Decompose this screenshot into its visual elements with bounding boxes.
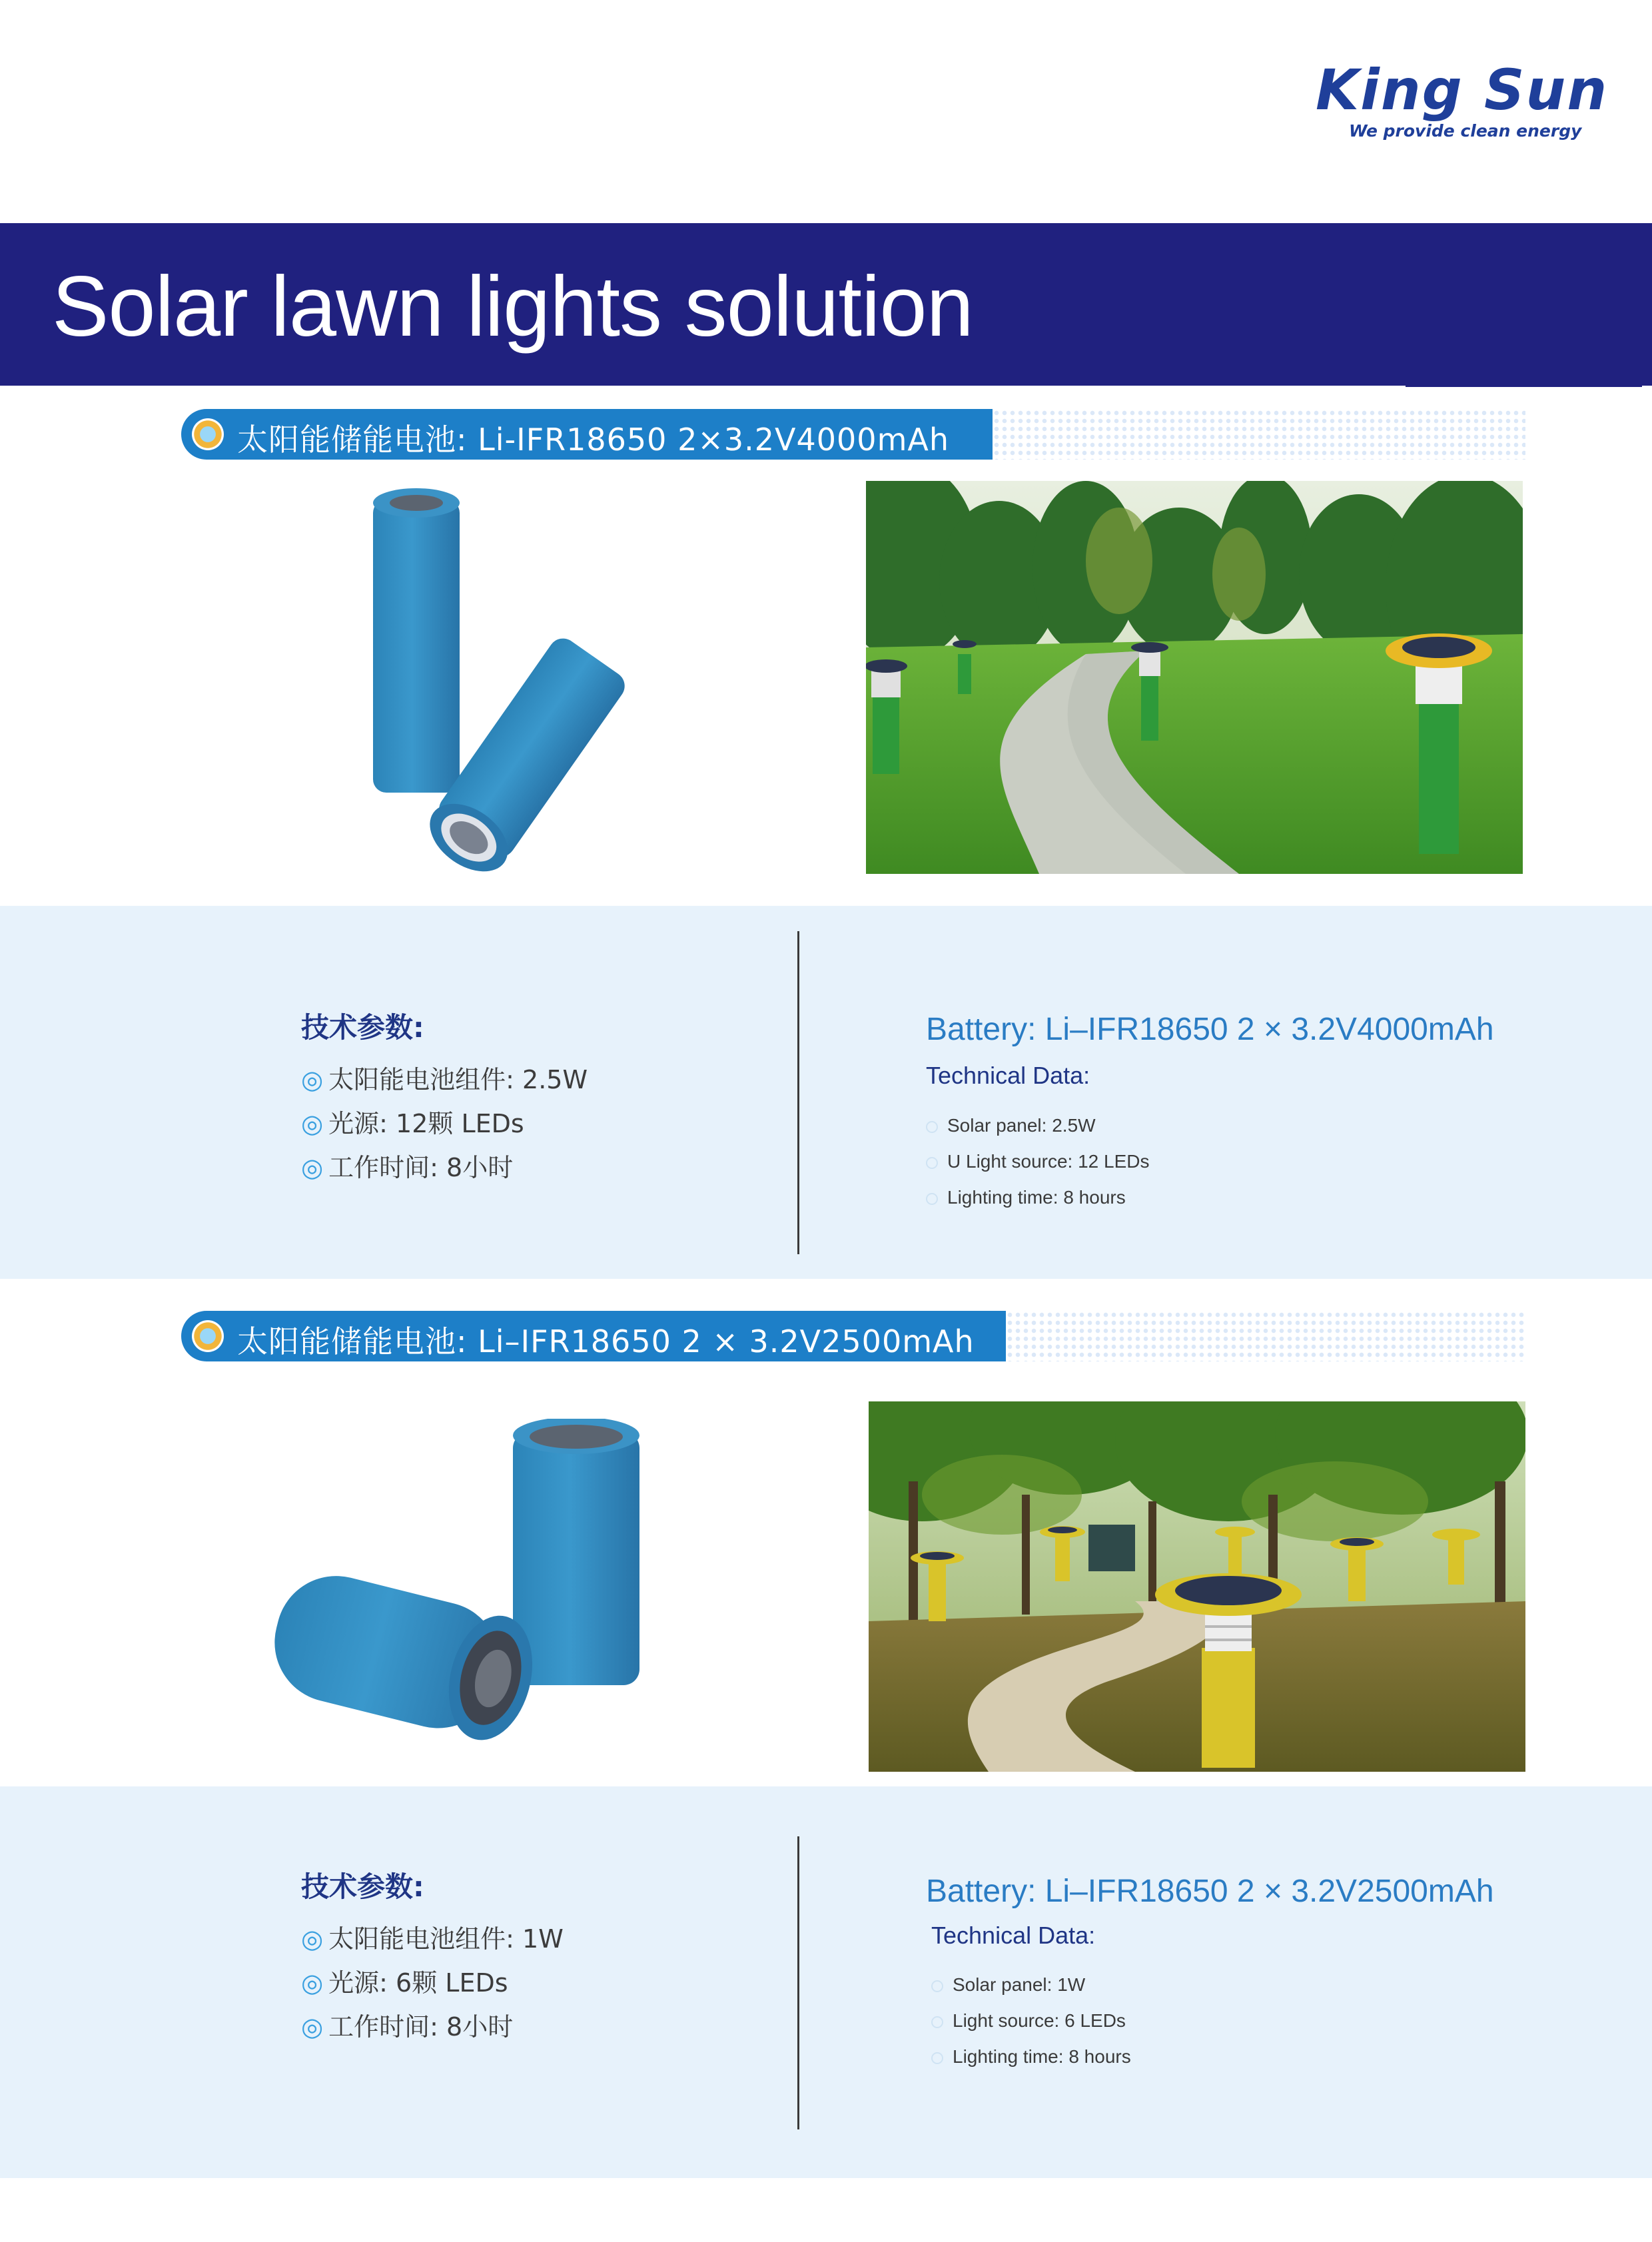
cn-spec-item: ◎ 光源: 12颗 LEDs (301, 1109, 524, 1138)
cn-spec-item: ◎ 工作时间: 8小时 (301, 1153, 514, 1182)
section-2-heading (181, 1311, 1006, 1361)
cn-spec-title: 技术参数: (301, 1870, 424, 1903)
lawn-lights-photo-1 (866, 481, 1523, 874)
cn-spec-title: 技术参数: (301, 1011, 424, 1044)
lawn-lights-photo-2 (869, 1401, 1525, 1772)
logo-name: King Sun (1316, 57, 1609, 123)
battery-illustration-2 (260, 1419, 659, 1778)
circle-bullet-icon: ◎ (301, 1968, 324, 1998)
bullet-icon (926, 1193, 938, 1205)
section-1-heading-text: 太阳能储能电池: Li-IFR18650 2×3.2V4000mAh (237, 422, 949, 458)
circle-bullet-icon: ◎ (301, 1924, 324, 1954)
spec-panel-1 (0, 906, 1652, 1279)
company-logo (1316, 57, 1609, 144)
en-spec-item: Solar panel: 2.5W (926, 1115, 1096, 1136)
circle-bullet-icon: ◎ (301, 1153, 324, 1182)
page-title: Solar lawn lights solution (52, 259, 973, 354)
battery-illustration-1 (346, 480, 646, 906)
dot-pattern (1006, 1311, 1527, 1361)
bullet-icon (931, 1980, 943, 1992)
en-spec-item: U Light source: 12 LEDs (926, 1151, 1150, 1172)
circle-bullet-icon: ◎ (301, 1065, 324, 1094)
circle-bullet-icon: ◎ (301, 1109, 324, 1138)
en-spec-item: Lighting time: 8 hours (926, 1187, 1126, 1208)
bullet-icon (931, 2016, 943, 2028)
en-spec-subtitle: Technical Data: (931, 1922, 1096, 1949)
en-spec-subtitle: Technical Data: (926, 1062, 1090, 1089)
section-1-heading (181, 409, 993, 460)
en-spec-item: Lighting time: 8 hours (931, 2046, 1131, 2067)
cn-spec-item: ◎ 工作时间: 8小时 (301, 2012, 514, 2042)
dot-pattern (993, 409, 1525, 460)
logo-tagline: We provide clean energy (1349, 121, 1582, 141)
en-battery-title: Battery: Li–IFR18650 2 × 3.2V4000mAh (926, 1012, 1494, 1047)
spec-panel-2 (0, 1786, 1652, 2178)
banner-underline (1406, 385, 1642, 387)
cn-spec-item: ◎ 光源: 6颗 LEDs (301, 1968, 508, 1998)
bullet-icon (926, 1157, 938, 1169)
circle-bullet-icon: ◎ (301, 2012, 324, 2042)
panel-divider (797, 1836, 799, 2129)
sun-icon (192, 418, 224, 450)
section-2-heading-text: 太阳能储能电池: Li–IFR18650 2 × 3.2V2500mAh (237, 1323, 975, 1359)
sun-icon (192, 1320, 224, 1352)
en-spec-item: Solar panel: 1W (931, 1974, 1085, 1996)
panel-divider (797, 931, 799, 1254)
en-battery-title: Battery: Li–IFR18650 2 × 3.2V2500mAh (926, 1874, 1494, 1909)
en-spec-item: Light source: 6 LEDs (931, 2010, 1126, 2032)
title-banner (0, 223, 1652, 386)
cn-spec-item: ◎ 太阳能电池组件: 2.5W (301, 1065, 588, 1094)
bullet-icon (926, 1121, 938, 1133)
cn-spec-item: ◎ 太阳能电池组件: 1W (301, 1924, 564, 1954)
bullet-icon (931, 2052, 943, 2064)
